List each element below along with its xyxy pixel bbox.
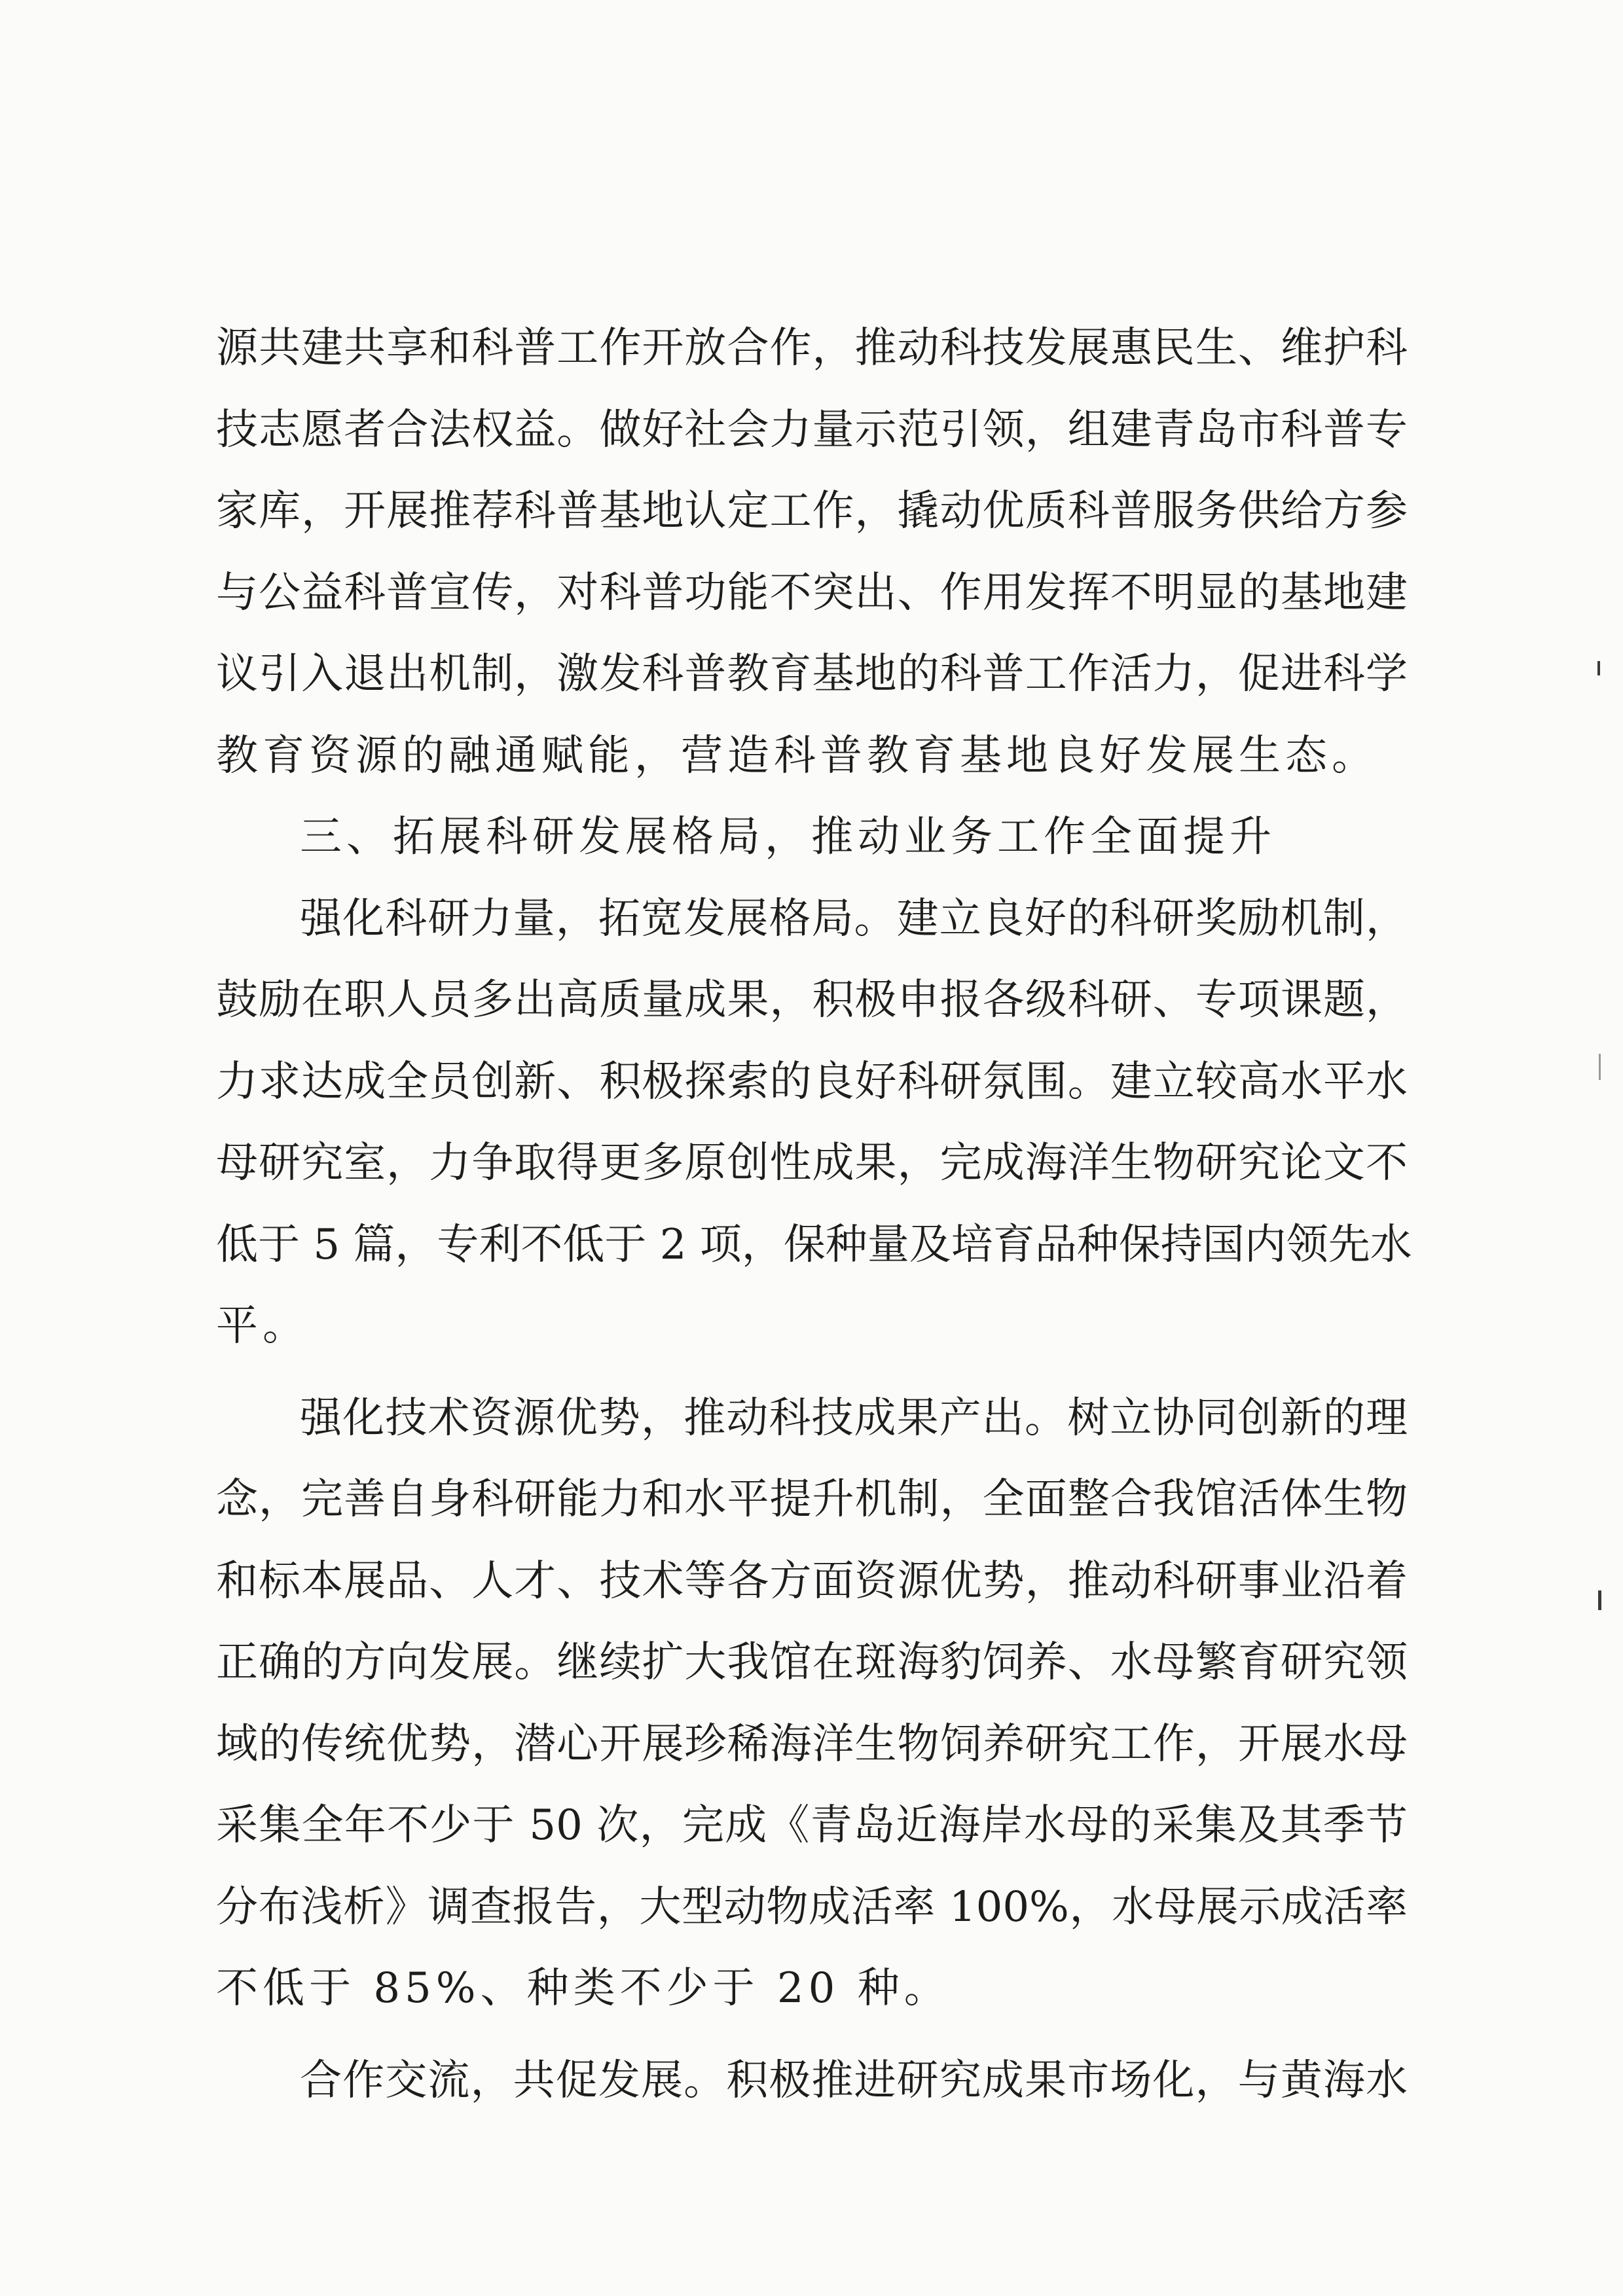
text-line-5: 议引入退出机制，激发科普教育基地的科普工作活力，促进科学 (216, 650, 1408, 698)
text-line-11: 母研究室，力争取得更多原创性成果，完成海洋生物研究论文不 (216, 1139, 1408, 1187)
document-body (216, 308, 1412, 2121)
text-line-21: 不低于 85%、种类不少于 20 种。 (216, 1964, 951, 2013)
paragraph-gap (216, 2030, 1408, 2040)
paragraph-gap (216, 1367, 1408, 1378)
section-heading: 三、拓展科研发展格局，推动业务工作全面提升 (300, 813, 1276, 861)
text-line-14: 强化技术资源优势，推动科技成果产出。树立协同创新的理 (300, 1393, 1408, 1443)
text-line-19: 采集全年不少于 50 次，完成《青岛近海岸水母的采集及其季节 (216, 1801, 1408, 1850)
text-line-17: 正确的方向发展。继续扩大我馆在斑海豹饲养、水母繁育研究领 (216, 1638, 1408, 1687)
text-line-16: 和标本展品、人才、技术等各方面资源优势，推动科研事业沿着 (216, 1556, 1408, 1605)
scan-artifact (1598, 1590, 1601, 1610)
text-line-22: 合作交流，共促发展。积极推进研究成果市场化，与黄海水 (300, 2056, 1408, 2105)
scan-artifact (1597, 661, 1600, 675)
text-line-12: 低于 5 篇，专利不低于 2 项，保种量及培育品种保持国内领先水 (216, 1220, 1412, 1269)
text-line-10: 力求达成全员创新、积极探索的良好科研氛围。建立较高水平水 (216, 1057, 1408, 1106)
text-line-18: 域的传统优势，潜心开展珍稀海洋生物饲养研究工作，开展水母 (216, 1719, 1408, 1768)
text-line-2: 技志愿者合法权益。做好社会力量示范引领，组建青岛市科普专 (216, 405, 1408, 454)
text-line-13: 平。 (216, 1302, 309, 1350)
text-line-6: 教育资源的融通赋能，营造科普教育基地良好发展生态。 (216, 731, 1378, 780)
text-line-4: 与公益科普宣传，对科普功能不突出、作用发挥不明显的基地建 (216, 568, 1408, 617)
text-line-3: 家库，开展推荐科普基地认定工作，撬动优质科普服务供给方参 (216, 487, 1408, 535)
text-line-9: 鼓励在职人员多出高质量成果，积极申报各级科研、专项课题， (216, 976, 1408, 1024)
text-line-8: 强化科研力量，拓宽发展格局。建立良好的科研奖励机制， (300, 894, 1408, 943)
scan-artifact (1599, 1054, 1601, 1080)
text-line-20: 分布浅析》调查报告，大型动物成活率 100%，水母展示成活率 (216, 1882, 1408, 1931)
text-line-1: 源共建共享和科普工作开放合作，推动科技发展惠民生、维护科 (216, 324, 1408, 372)
text-line-15: 念，完善自身科研能力和水平提升机制，全面整合我馆活体生物 (216, 1475, 1408, 1524)
